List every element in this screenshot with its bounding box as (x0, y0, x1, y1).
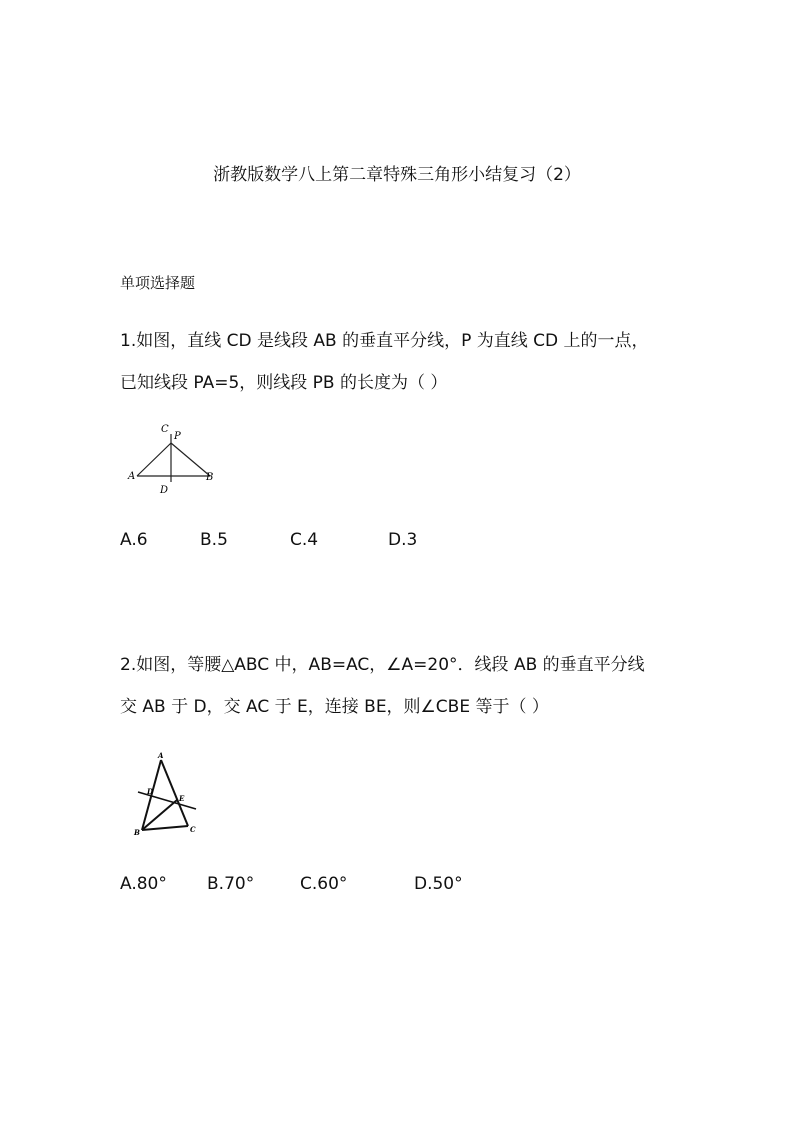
label-A: A (158, 751, 164, 760)
question-1-figure (120, 418, 230, 498)
question-1-line-1: 1.如图，直线 CD 是线段 AB 的垂直平分线，P 为直线 CD 上的一点， (120, 331, 649, 351)
option-d[interactable]: D.3 (388, 530, 418, 550)
option-d[interactable]: D.50° (414, 874, 463, 894)
question-2-line-2: 交 AB 于 D，交 AC 于 E，连接 BE，则∠CBE 等于（ ） (120, 697, 549, 717)
question-2-line-1: 2.如图，等腰△ABC 中，AB=AC，∠A=20°．线段 AB 的垂直平分线 (120, 655, 645, 675)
label-E: E (179, 794, 185, 803)
question-1-line-2: 已知线段 PA=5，则线段 PB 的长度为（ ） (120, 373, 448, 393)
label-B: B (206, 472, 214, 483)
page-title: 浙教版数学八上第二章特殊三角形小结复习（2） (213, 165, 581, 185)
label-A: A (128, 471, 136, 482)
label-D: D (160, 485, 169, 496)
option-c[interactable]: C.4 (290, 530, 319, 550)
option-b[interactable]: B.70° (207, 874, 255, 894)
option-a[interactable]: A.80° (120, 874, 167, 894)
segment-BE (142, 800, 177, 830)
label-C: C (161, 424, 169, 435)
label-C: C (190, 825, 196, 834)
segment-AC (161, 760, 188, 826)
option-b[interactable]: B.5 (200, 530, 228, 550)
segment-PA (137, 443, 171, 476)
label-D: D (147, 787, 154, 796)
label-B: B (134, 828, 140, 837)
option-c[interactable]: C.60° (300, 874, 348, 894)
question-1-options (120, 530, 520, 554)
question-2-figure (130, 750, 210, 840)
segment-PB (171, 443, 210, 476)
segment-BC (142, 826, 188, 830)
label-P: P (174, 431, 181, 442)
question-2-options (120, 874, 520, 898)
option-a[interactable]: A.6 (120, 530, 148, 550)
section-heading: 单项选择题 (120, 274, 196, 292)
